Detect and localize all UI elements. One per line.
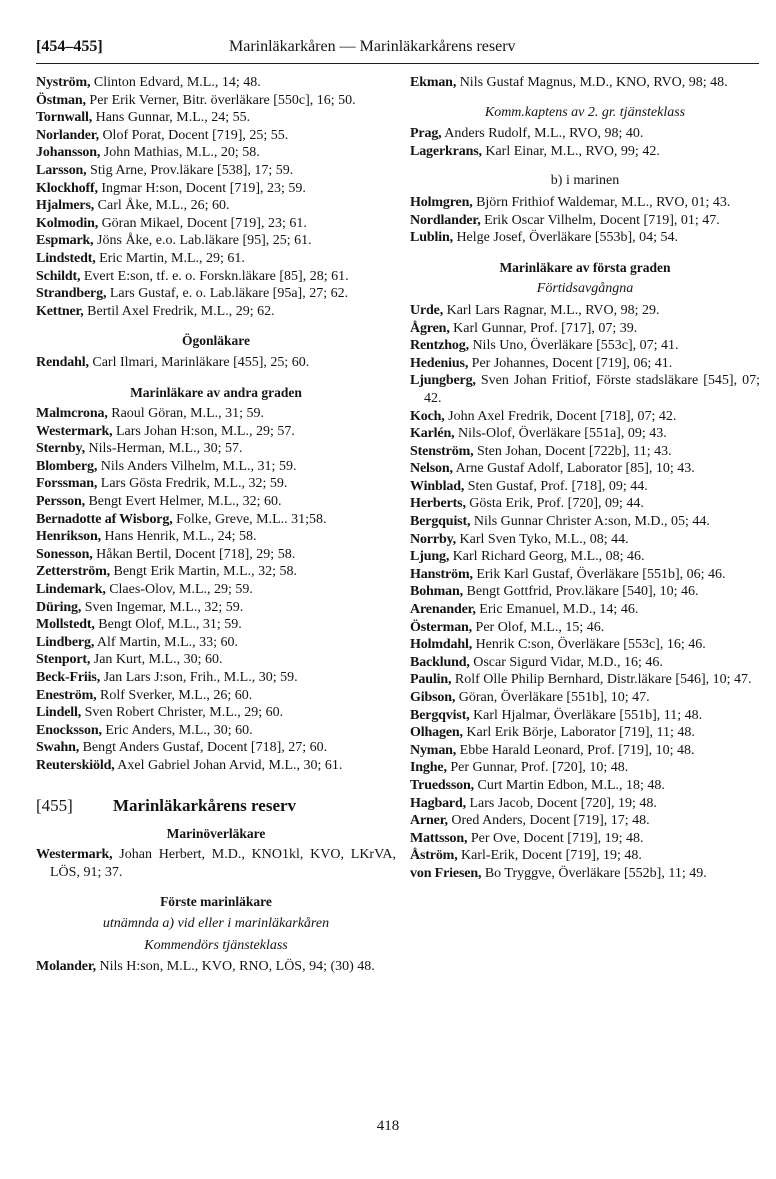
entry-details: Claes-Olov, M.L., 29; 59.: [109, 582, 253, 598]
entry-surname: Westermark,: [36, 847, 113, 863]
register-entry: [36, 493, 396, 511]
entry-details: Jan Lars J:son, Frih., M.L., 30; 59.: [103, 670, 298, 685]
entry-surname: Ljung,: [410, 549, 450, 565]
entry-details: Nils-Herman, M.L., 30; 57.: [88, 441, 243, 457]
entry-list: [36, 405, 396, 774]
entry-surname: Hagbard,: [410, 795, 466, 811]
register-entry: [36, 180, 396, 198]
register-entry: [410, 74, 760, 92]
entry-surname: Arenander,: [410, 602, 476, 618]
entry-surname: Espmark,: [36, 233, 94, 249]
entry-surname: Swahn,: [36, 740, 80, 756]
entry-surname: Arner,: [410, 813, 448, 829]
entry-surname: Mollstedt,: [36, 617, 95, 633]
section-title-block: [36, 797, 396, 819]
entry-surname: Norrby,: [410, 531, 457, 547]
register-entry: [36, 757, 396, 775]
entry-details: Per Erik Verner, Bitr. överläkare [550c], 16; 50.: [89, 92, 356, 108]
entry-details: Rolf Sverker, M.L., 26; 60.: [99, 687, 253, 703]
entry-details: Ored Anders, Docent [719], 17; 48.: [451, 813, 650, 829]
entry-details: Johan Herbert, M.D., KNO1kl, KVO, LKrVA, LÖS, 91; 37.: [50, 847, 397, 880]
entry-details: Björn Frithiof Waldemar, M.L., RVO, 01; 43.: [476, 194, 731, 210]
register-entry: [410, 830, 760, 848]
register-entry: [36, 475, 396, 493]
subheading-utnamnda: utnämnda a) vid eller i marinläkarkåren: [102, 915, 330, 931]
entry-details: Clinton Edvard, M.L., 14; 48.: [93, 75, 261, 90]
entry-details: Bengt Erik Martin, M.L., 32; 58.: [113, 564, 298, 580]
entry-list: [36, 354, 396, 372]
register-entry: [36, 92, 396, 110]
entry-details: Sven Johan Fritiof, Förste stadsläkare [545], 07; 42.: [424, 373, 761, 406]
entry-surname: Bohman,: [410, 584, 464, 600]
entry-details: Nils Gunnar Christer A:son, M.D., 05; 44.: [473, 514, 710, 530]
entry-details: Eric Anders, M.L., 30; 60.: [105, 722, 253, 738]
register-entry: [36, 599, 396, 617]
entry-details: Raoul Göran, M.L., 31; 59.: [111, 406, 265, 422]
entry-surname: Lindell,: [36, 705, 82, 721]
entry-surname: Östman,: [36, 92, 86, 108]
entry-surname: Hjalmers,: [36, 198, 95, 214]
register-entry: [36, 739, 396, 757]
subheading-kapten: Komm.kaptens av 2. gr. tjänsteklass: [484, 104, 686, 120]
entry-details: Anders Rudolf, M.L., RVO, 98; 40.: [444, 126, 644, 142]
register-entry: [410, 707, 760, 725]
entry-surname: Lindemark,: [36, 582, 106, 598]
entry-details: Axel Gabriel Johan Arvid, M.L., 30; 61.: [117, 757, 343, 773]
entry-surname: Norlander,: [36, 127, 99, 143]
register-entry: [410, 689, 760, 707]
entry-details: Karl Richard Georg, M.L., 08; 46.: [452, 549, 645, 565]
register-entry: [410, 847, 760, 865]
entry-details: Karl Hjalmar, Överläkare [551b], 11; 48.: [473, 707, 703, 723]
subheading-fortidsavgangna: Förtidsavgångna: [536, 281, 634, 297]
entry-list: [410, 302, 760, 883]
entry-surname: Olhagen,: [410, 725, 463, 741]
entry-details: Hans Henrik, M.L., 24; 58.: [104, 529, 257, 545]
entry-surname: Holmgren,: [410, 194, 473, 210]
entry-details: Alf Martin, M.L., 33; 60.: [96, 634, 239, 650]
entry-surname: Nyström,: [36, 75, 91, 90]
register-entry: [410, 478, 760, 496]
entry-surname: Gibson,: [410, 690, 456, 705]
register-entry: [410, 795, 760, 813]
entry-surname: Truedsson,: [410, 777, 474, 793]
entry-details: Stig Arne, Prov.läkare [538], 17; 59.: [90, 162, 294, 178]
register-entry: [410, 671, 760, 689]
register-entry: [36, 232, 396, 250]
entry-list: [36, 958, 396, 976]
entry-details: Bengt Olof, M.L., 31; 59.: [98, 617, 242, 633]
register-entry: [410, 636, 760, 654]
register-entry: [410, 601, 760, 619]
entry-surname: Lindstedt,: [36, 250, 96, 266]
entry-surname: von Friesen,: [410, 865, 482, 881]
entry-surname: Lindberg,: [36, 634, 95, 650]
page-number: 418: [376, 1118, 400, 1134]
register-entry: [36, 687, 396, 705]
entry-surname: Beck-Friis,: [36, 670, 101, 685]
entry-surname: Henrikson,: [36, 529, 102, 545]
entry-surname: Düring,: [36, 599, 82, 615]
entry-surname: Inghe,: [410, 760, 447, 776]
entry-details: Lars Jacob, Docent [720], 19; 48.: [469, 795, 657, 811]
entry-list: [410, 194, 760, 247]
entry-surname: Prag,: [410, 126, 442, 142]
entry-list: [36, 846, 396, 881]
entry-surname: Karlén,: [410, 426, 455, 442]
entry-details: John Axel Fredrik, Docent [718], 07; 42.: [448, 408, 677, 424]
register-entry: [410, 724, 760, 742]
register-entry: [410, 812, 760, 830]
entry-surname: Schildt,: [36, 268, 81, 284]
entry-surname: Lagerkrans,: [410, 143, 482, 159]
register-entry: [36, 197, 396, 215]
entry-surname: Winblad,: [410, 478, 465, 494]
entry-surname: Rentzhog,: [410, 338, 469, 354]
entry-surname: Zetterström,: [36, 564, 110, 580]
entry-surname: Nyman,: [410, 742, 457, 758]
entry-details: Ebbe Harald Leonard, Prof. [719], 10; 48.: [459, 742, 695, 758]
entry-surname: Malmcrona,: [36, 406, 108, 422]
entry-surname: Österman,: [410, 619, 473, 635]
entry-details: Eric Emanuel, M.D., 14; 46.: [479, 602, 639, 618]
entry-surname: Enocksson,: [36, 722, 102, 738]
register-entry: [36, 109, 396, 127]
left-column: [36, 74, 396, 976]
register-entry: [36, 528, 396, 546]
entry-details: Göran Mikael, Docent [719], 23; 61.: [101, 215, 307, 231]
entry-details: Sven Robert Christer, M.L., 29; 60.: [84, 705, 284, 721]
entry-surname: Stenström,: [410, 443, 474, 459]
entry-details: Karl Gunnar, Prof. [717], 07; 39.: [453, 320, 638, 336]
subheading-marinen: b) i marinen: [550, 173, 620, 189]
entry-details: Per Johannes, Docent [719], 06; 41.: [471, 355, 673, 371]
header-rule: [36, 63, 759, 64]
entry-surname: Ljungberg,: [410, 373, 476, 389]
register-entry: [410, 583, 760, 601]
entry-details: Nils H:son, M.L., KVO, RNO, LÖS, 94; (30) 48.: [99, 959, 375, 975]
section-heading-forste-marinlakare: Förste marinläkare: [160, 894, 272, 910]
entry-surname: Tornwall,: [36, 110, 93, 126]
entry-details: Oscar Sigurd Vidar, M.D., 16; 46.: [473, 654, 663, 670]
entry-details: Sten Johan, Docent [722b], 11; 43.: [476, 443, 672, 459]
entry-details: Arne Gustaf Adolf, Laborator [85], 10; 43.: [455, 461, 695, 477]
entry-surname: Paulin,: [410, 672, 452, 688]
entry-surname: Johansson,: [36, 145, 101, 161]
entry-surname: Strandberg,: [36, 286, 107, 302]
register-entry: [36, 616, 396, 634]
entry-list: [36, 74, 396, 320]
entry-details: Ingmar H:son, Docent [719], 23; 59.: [101, 180, 306, 196]
register-entry: [36, 354, 396, 372]
entry-details: Lars Gösta Fredrik, M.L., 32; 59.: [100, 476, 288, 492]
entry-details: Karl Einar, M.L., RVO, 99; 42.: [485, 143, 660, 159]
subheading-kommendor: Kommendörs tjänsteklass: [144, 937, 288, 953]
section-heading-forsta-graden: Marinläkare av första graden: [499, 259, 671, 275]
entry-details: Per Gunnar, Prof. [720], 10; 48.: [450, 760, 629, 776]
entry-details: Lars Johan H:son, M.L., 29; 57.: [116, 423, 295, 439]
register-entry: [410, 460, 760, 478]
register-entry: [410, 302, 760, 320]
entry-details: Nils Anders Vilhelm, M.L., 31; 59.: [100, 458, 297, 474]
entry-details: Sten Gustaf, Prof. [718], 09; 44.: [467, 478, 648, 494]
register-entry: [36, 423, 396, 441]
entry-surname: Reuterskiöld,: [36, 757, 115, 773]
running-title: Marinläkarkåren — Marinläkarkårens reserv: [229, 38, 516, 55]
register-entry: [410, 372, 760, 407]
entry-details: Per Ove, Docent [719], 19; 48.: [470, 830, 644, 846]
entry-surname: Backlund,: [410, 654, 470, 670]
entry-details: Håkan Bertil, Docent [718], 29; 58.: [96, 546, 296, 562]
entry-surname: Nelson,: [410, 461, 453, 477]
entry-surname: Forssman,: [36, 476, 98, 492]
entry-details: Lars Gustaf, e. o. Lab.läkare [95a], 27; 62.: [109, 286, 349, 302]
register-entry: [410, 759, 760, 777]
register-entry: [410, 125, 760, 143]
register-entry: [410, 229, 760, 247]
entry-surname: Ågren,: [410, 320, 450, 336]
right-column: [410, 74, 760, 883]
register-entry: [410, 513, 760, 531]
entry-details: Bengt Gottfrid, Prov.läkare [540], 10; 46.: [466, 584, 699, 600]
section-heading-ogonlakare: Ögonläkare: [181, 333, 250, 349]
entry-details: Rolf Olle Philip Bernhard, Distr.läkare [546], 10; 47.: [454, 672, 752, 688]
register-entry: [410, 865, 760, 883]
entry-surname: Blomberg,: [36, 458, 98, 474]
register-entry: [410, 654, 760, 672]
entry-details: Erik Karl Gustaf, Överläkare [551b], 06; 46.: [476, 566, 726, 582]
register-entry: [410, 495, 760, 513]
entry-details: Per Olof, M.L., 15; 46.: [475, 619, 605, 635]
entry-surname: Nordlander,: [410, 212, 481, 228]
entry-details: Folke, Greve, M.L.. 31;58.: [176, 511, 327, 527]
entry-details: Curt Martin Edbon, M.L., 18; 48.: [477, 777, 665, 793]
entry-details: Jan Kurt, M.L., 30; 60.: [93, 652, 223, 668]
entry-surname: Kettner,: [36, 303, 84, 319]
entry-surname: Molander,: [36, 959, 96, 975]
entry-details: Hans Gunnar, M.L., 24; 55.: [95, 110, 251, 126]
register-entry: [36, 268, 396, 286]
entry-surname: Koch,: [410, 408, 445, 424]
register-entry: [36, 285, 396, 303]
entry-details: Bertil Axel Fredrik, M.L., 29; 62.: [87, 303, 275, 319]
entry-details: Göran, Överläkare [551b], 10; 47.: [458, 690, 650, 705]
register-entry: [410, 337, 760, 355]
register-entry: [410, 548, 760, 566]
entry-surname: Klockhoff,: [36, 180, 98, 196]
register-entry: [36, 144, 396, 162]
entry-surname: Persson,: [36, 494, 85, 510]
register-entry: [36, 563, 396, 581]
register-entry: [36, 127, 396, 145]
section-heading-marinoverlakare: Marinöverläkare: [166, 825, 266, 841]
entry-list: [410, 125, 760, 160]
entry-details: Helge Josef, Överläkare [553b], 04; 54.: [456, 230, 679, 246]
entry-surname: Kolmodin,: [36, 215, 99, 231]
entry-details: Henrik C:son, Överläkare [553c], 16; 46.: [475, 637, 706, 653]
entry-details: Karl-Erik, Docent [719], 19; 48.: [461, 848, 642, 864]
entry-details: Evert E:son, tf. e. o. Forskn.läkare [85], 28; 61.: [83, 268, 349, 284]
entry-surname: Bergquist,: [410, 514, 471, 530]
entry-surname: Mattsson,: [410, 830, 468, 846]
register-entry: [410, 742, 760, 760]
entry-details: Karl Erik Börje, Laborator [719], 11; 48.: [466, 725, 695, 741]
entry-surname: Rendahl,: [36, 354, 89, 370]
register-entry: [36, 634, 396, 652]
entry-details: Olof Porat, Docent [719], 25; 55.: [102, 127, 289, 143]
register-entry: [410, 425, 760, 443]
register-entry: [36, 704, 396, 722]
register-entry: [36, 511, 396, 529]
entry-details: Carl Ilmari, Marinläkare [455], 25; 60.: [92, 354, 310, 370]
entry-surname: Herberts,: [410, 496, 466, 512]
entry-details: Gösta Erik, Prof. [720], 09; 44.: [469, 496, 644, 512]
entry-details: Karl Sven Tyko, M.L., 08; 44.: [459, 531, 629, 547]
section-heading-andra-graden: Marinläkare av andra graden: [130, 384, 302, 400]
register-entry: [36, 162, 396, 180]
entry-surname: Ekman,: [410, 75, 457, 90]
register-entry: [410, 777, 760, 795]
entry-surname: Bernadotte af Wisborg,: [36, 511, 173, 527]
register-entry: [36, 651, 396, 669]
register-entry: [410, 143, 760, 161]
register-entry: [410, 619, 760, 637]
entry-surname: Sternby,: [36, 441, 85, 457]
entry-surname: Holmdahl,: [410, 637, 473, 653]
register-entry: [410, 531, 760, 549]
entry-details: Carl Åke, M.L., 26; 60.: [97, 198, 230, 214]
entry-surname: Lublin,: [410, 230, 453, 246]
entry-list: [410, 74, 760, 92]
register-entry: [36, 581, 396, 599]
entry-details: Bengt Anders Gustaf, Docent [718], 27; 60.: [82, 740, 328, 756]
entry-surname: Åström,: [410, 848, 458, 864]
register-entry: [410, 443, 760, 461]
entry-details: Erik Oscar Vilhelm, Docent [719], 01; 47.: [484, 212, 720, 228]
register-entry: [36, 458, 396, 476]
entry-details: Jöns Åke, e.o. Lab.läkare [95], 25; 61.: [97, 233, 312, 249]
running-head: [36, 38, 759, 58]
register-entry: [36, 846, 396, 881]
register-entry: [36, 74, 396, 92]
entry-details: Eric Martin, M.L., 29; 61.: [99, 250, 245, 266]
entry-surname: Bergqvist,: [410, 707, 470, 723]
entry-surname: Sonesson,: [36, 546, 93, 562]
entry-details: Nils Gustaf Magnus, M.D., KNO, RVO, 98; 48.: [459, 75, 728, 90]
register-entry: [36, 303, 396, 321]
register-entry: [410, 566, 760, 584]
entry-surname: Urde,: [410, 302, 444, 318]
register-entry: [36, 669, 396, 687]
entry-details: Sven Ingemar, M.L., 32; 59.: [84, 599, 244, 615]
entry-details: Karl Lars Ragnar, M.L., RVO, 98; 29.: [446, 302, 660, 318]
register-entry: [36, 546, 396, 564]
register-entry: [36, 440, 396, 458]
entry-surname: Eneström,: [36, 687, 97, 703]
register-entry: [410, 194, 760, 212]
entry-surname: Hanström,: [410, 566, 473, 582]
entry-details: Nils Uno, Överläkare [553c], 07; 41.: [472, 338, 679, 354]
entry-surname: Westermark,: [36, 423, 113, 439]
register-entry: [410, 355, 760, 373]
entry-details: Bo Tryggve, Överläkare [552b], 11; 49.: [484, 865, 707, 881]
page-range: [454–455]: [36, 38, 103, 55]
entry-surname: Larsson,: [36, 162, 87, 178]
register-entry: [36, 722, 396, 740]
register-entry: [410, 212, 760, 230]
entry-surname: Hedenius,: [410, 355, 469, 371]
entry-details: Nils-Olof, Överläkare [551a], 09; 43.: [457, 426, 667, 442]
section-title: Marinläkarkårens reserv: [113, 795, 297, 815]
register-entry: [36, 250, 396, 268]
register-entry: [410, 408, 760, 426]
entry-details: Bengt Evert Helmer, M.L., 32; 60.: [88, 494, 282, 510]
register-entry: [36, 215, 396, 233]
register-entry: [36, 405, 396, 423]
register-entry: [410, 320, 760, 338]
entry-details: John Mathias, M.L., 20; 58.: [103, 145, 260, 161]
section-number: [455]: [36, 795, 73, 815]
register-entry: [36, 958, 396, 976]
entry-surname: Stenport,: [36, 652, 91, 668]
